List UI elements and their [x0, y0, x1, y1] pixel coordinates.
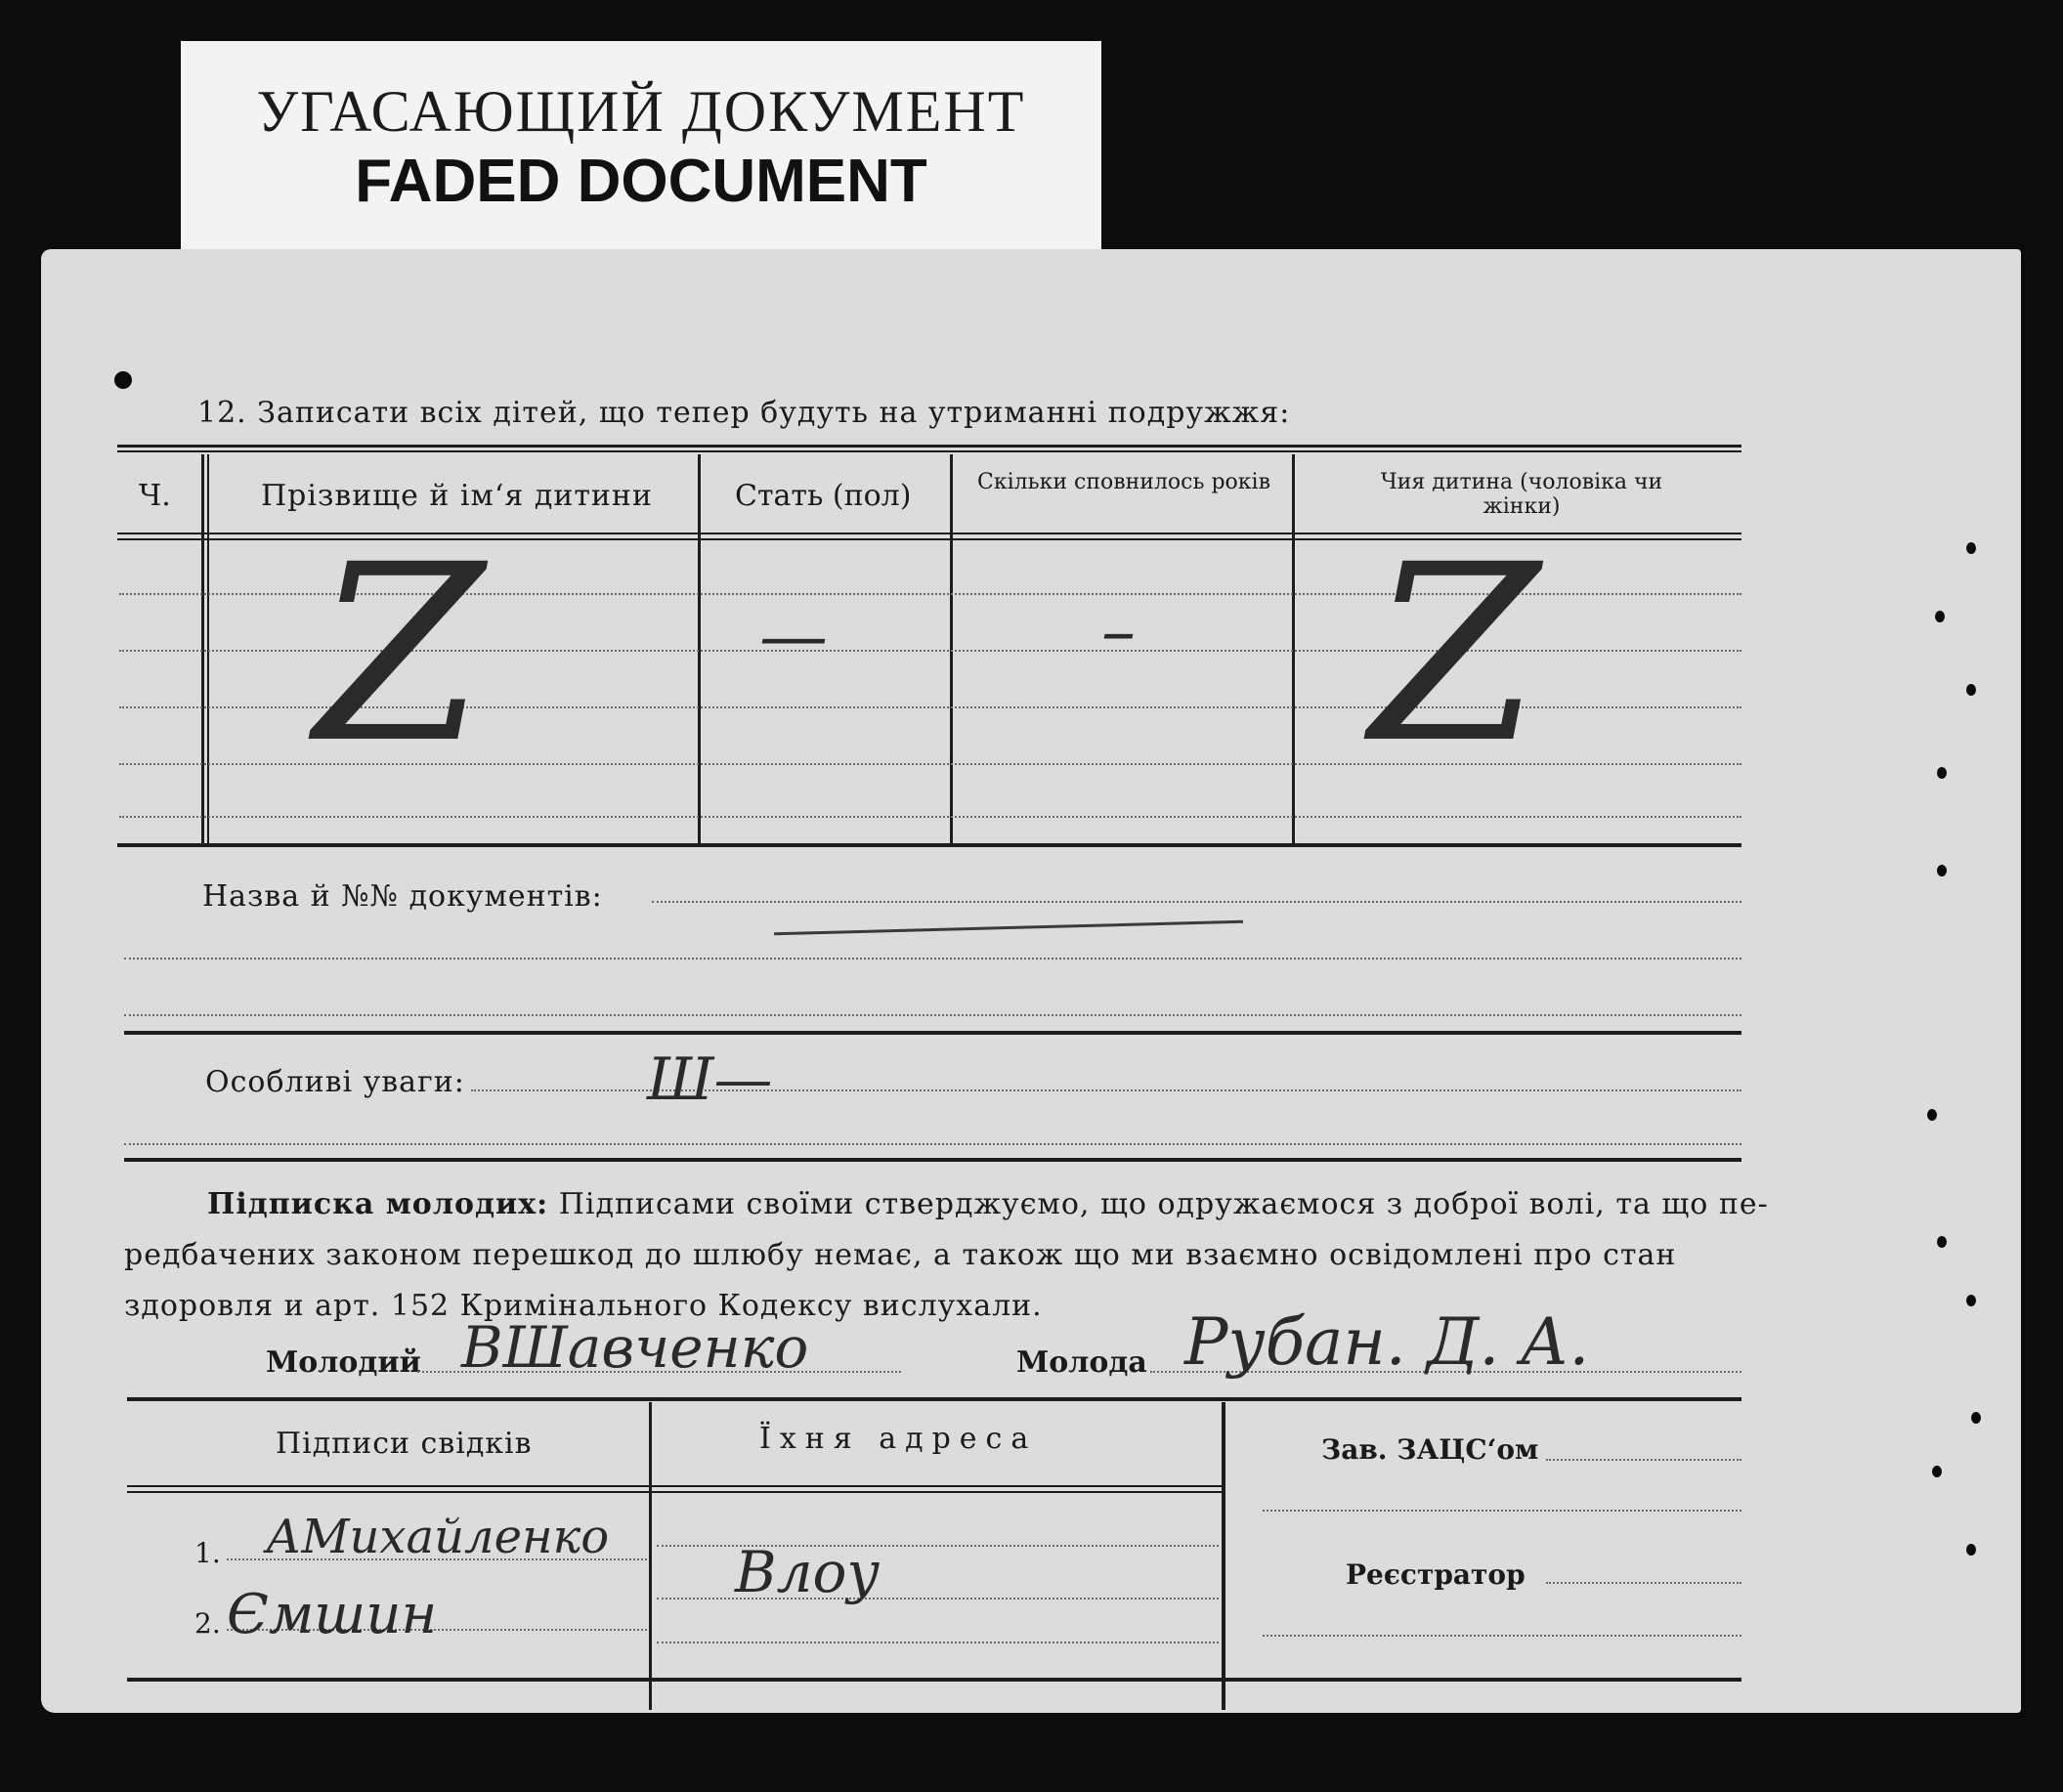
witness-address-value: Влоу [735, 1539, 881, 1605]
column-number: Ч. [139, 479, 171, 513]
punch-hole [1971, 1412, 1981, 1424]
column-sex: Стать (пол) [735, 479, 912, 513]
registration-card [41, 249, 2021, 1713]
documents-value [774, 920, 1243, 936]
witness-number-2: 2. [194, 1607, 221, 1640]
declaration-line-3: здоровля и арт. 152 Кримінального Кодексу вислухали. [124, 1289, 1043, 1323]
punch-hole [1966, 542, 1976, 554]
label-russian: УГАСАЮЩИЙ ДОКУМЕНТ [256, 79, 1026, 144]
remarks-label: Особливі уваги: [205, 1065, 465, 1099]
punch-hole [1932, 1466, 1942, 1477]
bride-label: Молода [1016, 1345, 1147, 1380]
column-child-name: Прізвище й ім‘я дитини [261, 479, 653, 513]
groom-label: Молодий [266, 1345, 421, 1380]
child-name-entry: Z [315, 512, 485, 796]
witness-signature-2: Ємшин [227, 1583, 438, 1646]
punch-hole [1935, 611, 1945, 622]
registrar-label: Реєстратор [1346, 1558, 1526, 1591]
witness-address-header: Їхня адреса [759, 1422, 1038, 1456]
witness-signature-1: АМихайленко [266, 1510, 610, 1564]
documents-label: Назва й №№ документів: [202, 879, 603, 914]
declaration-line-2: редбачених законом перешкод до шлюбу немає, а також що ми взаємно освідомлені про стан [124, 1238, 1677, 1272]
punch-hole [1966, 1295, 1976, 1306]
declaration-line-1: Підписами своїми стверджуємо, що одружаємося з доброї волі, та що пе- [558, 1187, 1769, 1221]
children-heading: 12. Записати всіх дітей, що тепер будуть на утриманні подружжя: [197, 396, 1291, 430]
column-age: Скільки сповнилось років [977, 470, 1270, 494]
faded-document-label [181, 41, 1101, 254]
column-whose: Чия дитина (чоловіка чи жінки) [1380, 470, 1663, 519]
punch-hole [1966, 1544, 1976, 1556]
head-label: Зав. ЗАЦС‘ом [1321, 1433, 1539, 1466]
child-age-entry: – [1101, 591, 1136, 671]
child-whose-entry: Z [1370, 512, 1540, 796]
punch-hole [1966, 684, 1976, 696]
punch-hole [114, 371, 132, 389]
declaration-title: Підписка молодих: [207, 1187, 549, 1221]
witness-number-1: 1. [194, 1537, 221, 1569]
punch-hole [1927, 1109, 1937, 1121]
punch-hole [1937, 767, 1947, 779]
punch-hole [1937, 865, 1947, 876]
punch-hole [1937, 1236, 1947, 1248]
witness-signatures-header: Підписи свідків [276, 1427, 533, 1461]
label-english: FADED DOCUMENT [355, 148, 927, 215]
bride-signature: Рубан. Д. А. [1184, 1304, 1590, 1380]
declaration-text [207, 1187, 1769, 1221]
child-sex-entry: — [759, 596, 828, 676]
remarks-value: Ш— [647, 1045, 773, 1114]
groom-signature: ВШавченко [461, 1314, 809, 1381]
